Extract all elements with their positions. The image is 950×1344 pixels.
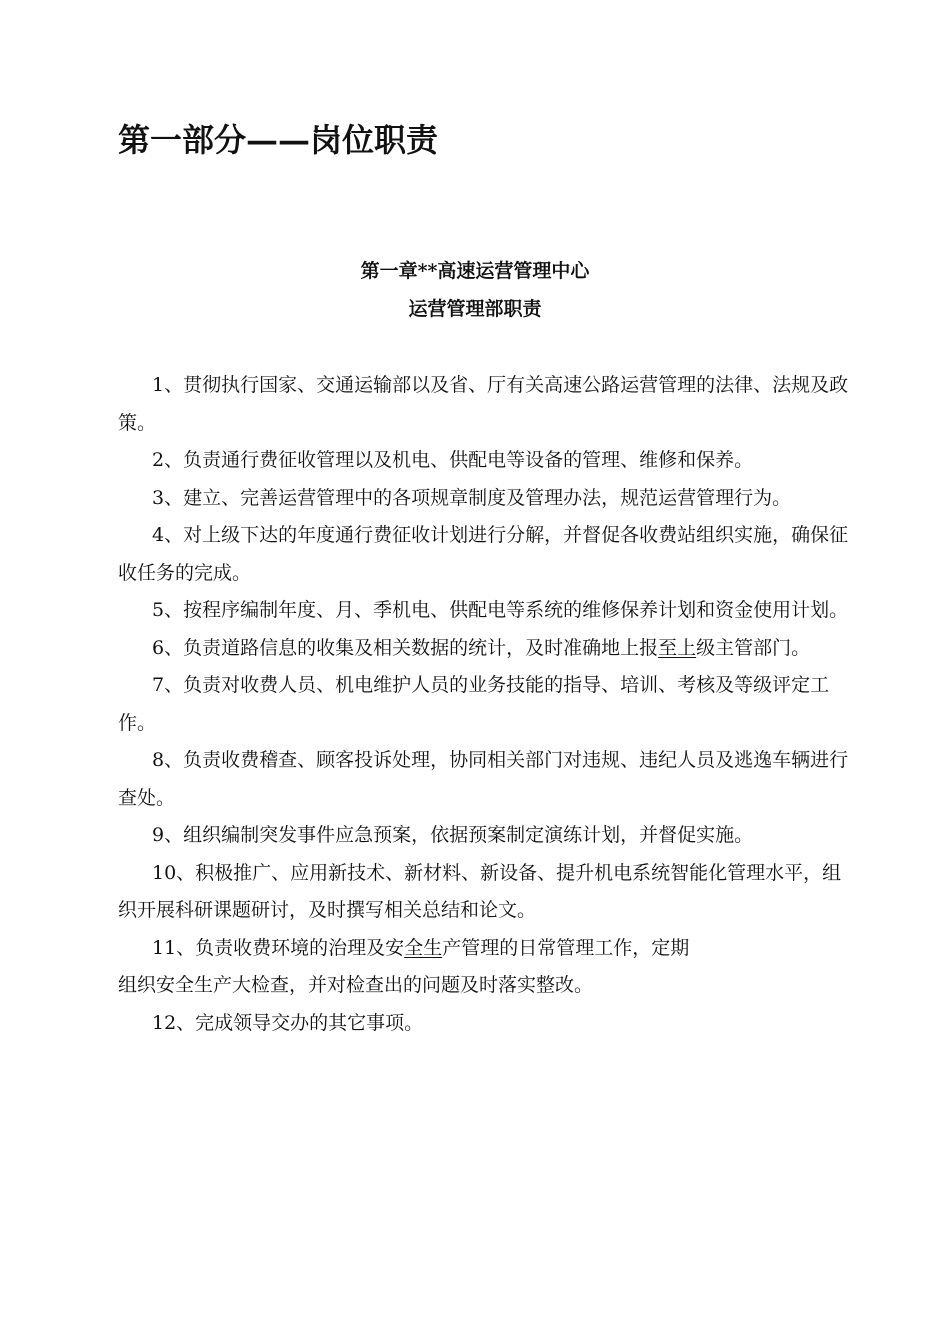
duty-text: 9、组织编制突发事件应急预案，依据预案制定演练计划，并督促实施。 [152, 824, 754, 846]
duty-text: 7、负责对收费人员、机电维护人员的业务技能的指导、培训、考核及等级评定工作。 [118, 674, 830, 734]
chapter-title: 第一章**高速运营管理中心 [360, 260, 590, 282]
duty-text: 12、完成领导交办的其它事项。 [152, 1011, 424, 1034]
duty-list [118, 367, 858, 1042]
duty-item-6 [118, 630, 858, 668]
duty-text-underlined: 全生 [404, 936, 443, 959]
duty-item-7 [118, 667, 858, 742]
duty-item-3 [118, 480, 858, 518]
section-title: 运营管理部职责 [408, 298, 542, 320]
duty-text: 3、建立、完善运营管理中的各项规章制度及管理办法，规范运营管理行为。 [152, 486, 792, 509]
duty-item-10 [118, 855, 858, 930]
duty-text-underlined: 至上 [658, 636, 697, 659]
duty-text-after: 产管理的日常管理工作，定期 [442, 936, 690, 959]
duty-text: 5、按程序编制年度、月、季机电、供配电等系统的维修保养计划和资金使用计划。 [152, 599, 849, 621]
duty-text-before: 6、负责道路信息的收集及相关数据的统计，及时准确地上报 [152, 636, 659, 659]
duty-item-4 [118, 517, 858, 592]
duty-text-before: 11、负责收费环境的治理及安 [152, 936, 405, 959]
duty-item-12 [118, 1005, 858, 1043]
duty-item-9 [118, 817, 858, 855]
duty-text: 1、贯彻执行国家、交通运输部以及省、厅有关高速公路运营管理的法律、法规及政策。 [118, 374, 849, 434]
duty-text-after: 级主管部门。 [696, 636, 811, 659]
part-title: 第一部分——岗位职责 [118, 121, 439, 159]
duty-item-1 [118, 367, 858, 442]
duty-item-11 [118, 930, 858, 1005]
duty-item-8 [118, 742, 858, 817]
duty-text: 10、积极推广、应用新技术、新材料、新设备、提升机电系统智能化管理水平，组织开展科研课题研讨，及时撰写相关总结和论文。 [118, 861, 842, 921]
duty-text: 8、负责收费稽查、顾客投诉处理，协同相关部门对违规、违纪人员及逃逸车辆进行查处。 [118, 749, 849, 809]
duty-item-2 [118, 442, 858, 480]
duty-text: 2、负责通行费征收管理以及机电、供配电等设备的管理、维修和保养。 [152, 449, 754, 471]
duty-item-5 [118, 592, 858, 630]
duty-text: 4、对上级下达的年度通行费征收计划进行分解，并督促各收费站组织实施，确保征收任务的完成。 [118, 524, 849, 584]
duty-text-continuation: 组织安全生产大检查，并对检查出的问题及时落实整改。 [118, 974, 594, 996]
